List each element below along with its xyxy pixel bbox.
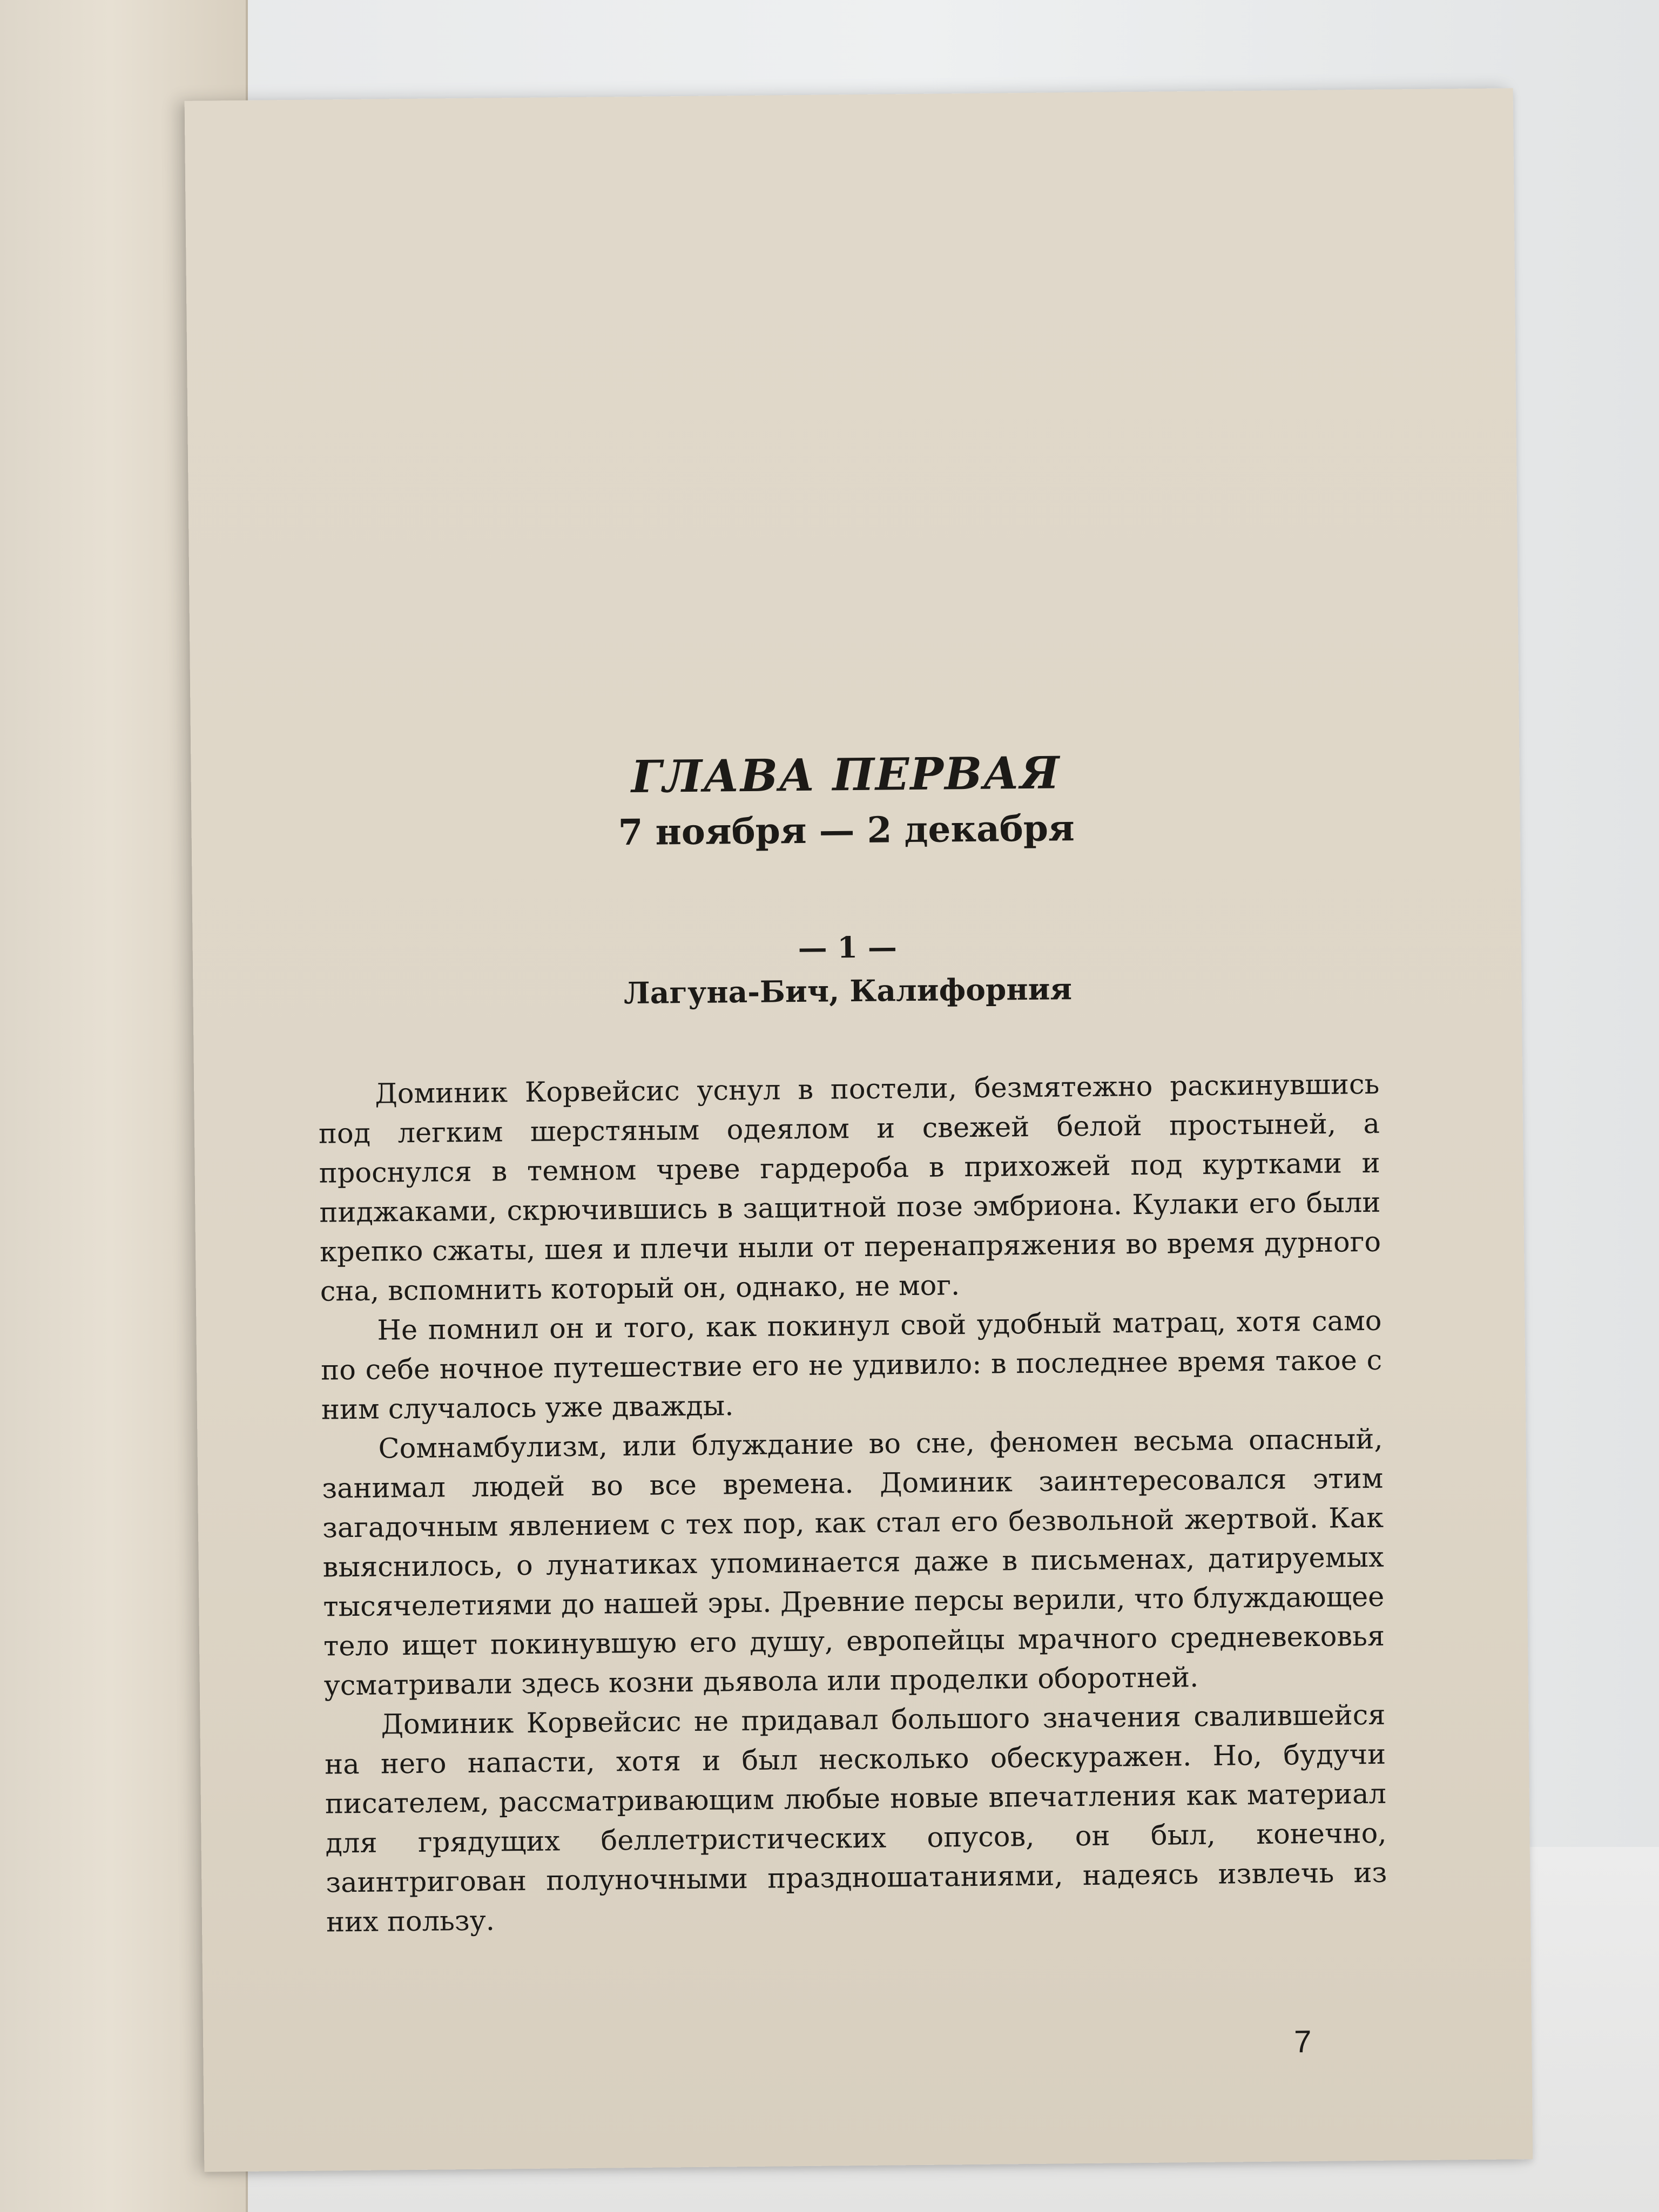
chapter-dates: 7 ноября — 2 декабря [618,807,1075,854]
chapter-title: ГЛАВА ПЕРВАЯ [631,747,1061,804]
show-through-text [311,251,1391,261]
section-location: Лагуна-Бич, Калифорния [623,971,1073,1011]
book-page [185,88,1533,2171]
paragraph: Доминик Корвейсис уснул в постели, безмятежно раскинувшись под легким шерстяным одеялом и свежей белой простыней, а проснулся в темном чреве гардероба в прихожей под куртками и пиджаками, скрючившись в защитной позе эмбриона. Кулаки его были крепко сжаты, шея и плечи ныли от перенапряжения во время дурного сна, вспомнить который он, однако, не мог. [318,1068,1381,1308]
body-text [318,1065,1387,1943]
section-number: — 1 — [798,929,898,966]
page-content [315,743,1387,1943]
paragraph: Сомнамбулизм, или блуждание во сне, феномен весьма опасный, занимал людей во все времена. Доминик заинтересовался этим загадочным явлением с тех пор, как стал его безвольной жертвой. Как выяснилось, о лунатиках упоминается даже в письменах, датируемых тысячелетиями до нашей эры. Древние персы верили, что блуждающее тело ищет покинувшую его душу, европейцы мрачного средневековья усматривали здесь козни дьявола или проделки оборотней. [322,1423,1385,1702]
paragraph: Не помнил он и того, как покинул свой удобный матрац, хотя само по себе ночное путешествие его не удивило: в последнее время такое с ним случалось уже дважды. [320,1305,1382,1426]
paragraph: Доминик Корвейсис не придавал большого значения свалившейся на него напасти, хотя и был несколько обескуражен. Но, будучи писателем, рассматривающим любые новые впечатления как материал для грядущих беллетристических опусов, он был, конечно, заинтригован полуночными праздношатаниями, надеясь извлечь из них пользу. [324,1699,1387,1939]
page-number: 7 [1293,2024,1312,2060]
